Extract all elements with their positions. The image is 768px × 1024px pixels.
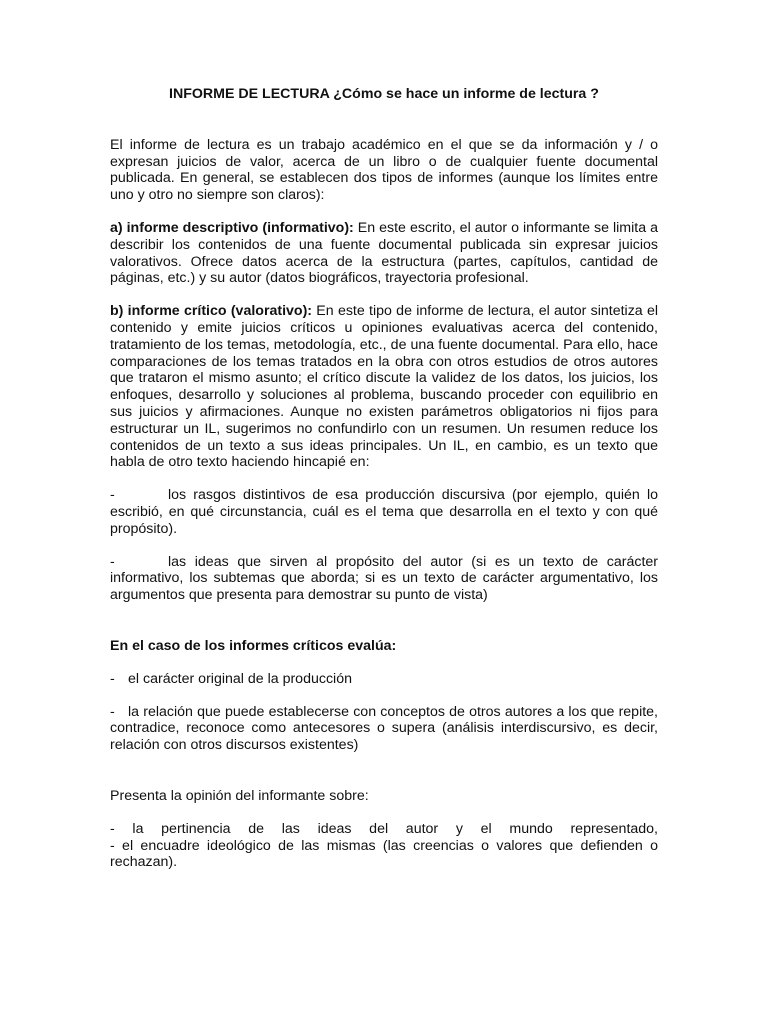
critical-list-item	[110, 671, 658, 688]
opinion-item: - la pertinencia de las ideas del autor y el mundo representado,	[110, 820, 658, 837]
opinion-intro: Presenta la opinión del informante sobre:	[110, 787, 369, 804]
type-a-text: En este escrito, el autor o informante se limita a describir los contenidos de una fuente documental publicada sin expresar juicios valorativos. Ofrece datos acerca de la estructura (partes, capítulos, cantidad de páginas, etc.) y su autor (datos biográficos, trayectoria profesional.	[110, 219, 658, 287]
list-item-text: la relación que puede establecerse con conceptos de otros autores a los que repite, contradice, reconoce como antecesores o supera (análisis interdiscursivo, es decir, relación con otros discursos existentes)	[110, 703, 658, 754]
list-dash: -	[110, 703, 115, 720]
list-item-text: los rasgos distintivos de esa producción discursiva (por ejemplo, quién lo escribió, en qué circunstancia, cuál es el tema que desarrolla en el texto y con qué propósito).	[110, 487, 658, 537]
critical-list-item	[110, 704, 658, 754]
type-b-paragraph	[110, 303, 658, 471]
opinion-item: - el encuadre ideológico de las mismas (las creencias o valores que defienden o rechazan).	[110, 837, 658, 871]
type-a-label: a) informe descriptivo (informativo):	[110, 219, 354, 236]
type-b-label: b) informe crítico (valorativo):	[110, 303, 313, 320]
intro-paragraph: El informe de lectura es un trabajo académico en el que se da información y / o expresan juicios de valor, acerca de un libro o de cualquier fuente documental publicada. En general, se establecen dos tipos de informes (aunque los límites entre uno y otro no siempre son claros):	[110, 136, 658, 204]
il-list-item	[110, 487, 658, 537]
type-b-text: En este tipo de informe de lectura, el autor sintetiza el contenido y emite juicios críticos u opiniones evaluativas acerca del contenido, tratamiento de los temas, metodología, etc., de una fuente documental. Para ello, hace comparaciones de los temas tratados en la obra con otros estudios de otros autores que trataron el mismo asunto; el crítico discute la validez de los datos, los juicios, los enfoques, desarrollo y soluciones al problema, buscando proceder con equilibrio en sus juicios y afirmaciones. Aunque no existen parámetros obligatorios ni fijos para estructurar un IL, sugerimos no confundirlo con un resumen. Un resumen reduce los contenidos de un texto a sus ideas principales. Un IL, en cambio, es un texto que habla de otro texto haciendo hincapié en:	[110, 303, 658, 471]
document-title: INFORME DE LECTURA ¿Cómo se hace un informe de lectura ?	[169, 86, 599, 102]
list-item-text: el carácter original de la producción	[128, 670, 352, 687]
list-dash: -	[110, 670, 115, 687]
critical-heading: En el caso de los informes críticos evalúa:	[110, 637, 397, 654]
type-a-paragraph	[110, 220, 658, 287]
list-dash: -	[110, 487, 115, 504]
document-page	[110, 86, 658, 871]
list-item-text: las ideas que sirven al propósito del autor (si es un texto de carácter informativo, los subtemas que aborda; si es un texto de carácter argumentativo, los argumentos que presenta para demostrar su punto de vista)	[110, 553, 658, 604]
opinion-list	[110, 821, 658, 871]
list-dash: -	[110, 553, 115, 570]
il-list-item	[110, 554, 658, 604]
